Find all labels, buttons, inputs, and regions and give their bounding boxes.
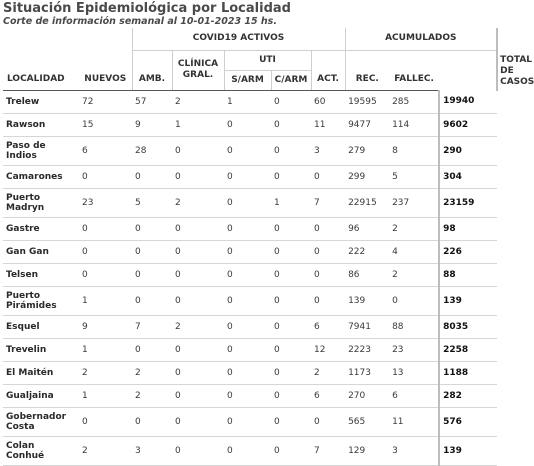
total-cell: 226 [439, 240, 497, 263]
fallec-cell: 4 [392, 246, 398, 257]
rec-cell: 279 [348, 145, 366, 156]
localidad-cell: Trevelin [6, 344, 47, 355]
amb-cell: 9 [135, 119, 141, 130]
sarm-cell: 0 [227, 197, 233, 208]
total-cell: 8035 [439, 315, 497, 338]
sarm-cell: 0 [227, 246, 233, 257]
nuevos-cell: 6 [82, 145, 88, 156]
header-uti: UTI [224, 50, 311, 70]
carm-cell: 0 [274, 223, 280, 234]
act-cell: 12 [314, 344, 326, 355]
fallec-cell: 0 [392, 295, 398, 306]
rec-cell: 299 [348, 171, 366, 182]
act-cell: 0 [314, 246, 320, 257]
fallec-cell: 237 [392, 197, 410, 208]
amb-cell: 2 [135, 367, 141, 378]
act-cell: 6 [314, 390, 320, 401]
fallec-cell: 11 [392, 416, 404, 427]
fallec-cell: 2 [392, 223, 398, 234]
localidad-cell: Gualjaina [6, 390, 54, 401]
sarm-cell: 0 [227, 445, 233, 456]
carm-cell: 0 [274, 119, 280, 130]
localidad-cell: Gobernador Costa [6, 411, 67, 432]
nuevos-cell: 1 [82, 295, 88, 306]
localidad-cell: Colan Conhué [6, 440, 45, 461]
sarm-cell: 0 [227, 145, 233, 156]
header-act: ACT. [311, 70, 345, 90]
act-cell: 3 [314, 145, 320, 156]
sarm-cell: 1 [227, 96, 233, 107]
table-row [3, 263, 497, 286]
nuevos-cell: 23 [82, 197, 94, 208]
table-row [3, 407, 497, 436]
header-fallec: FALLEC. [389, 70, 439, 90]
total-cell: 98 [439, 217, 497, 240]
header-clinica-gral: CLÍNICA GRAL. [172, 50, 224, 90]
amb-cell: 2 [135, 390, 141, 401]
clinica-cell: 0 [175, 344, 181, 355]
rec-cell: 1173 [348, 367, 371, 378]
clinica-cell: 0 [175, 367, 181, 378]
rec-cell: 270 [348, 390, 366, 401]
localidad-cell: Paso de Indios [6, 140, 46, 161]
fallec-cell: 285 [392, 96, 410, 107]
sarm-cell: 0 [227, 416, 233, 427]
amb-cell: 0 [135, 344, 141, 355]
act-cell: 11 [314, 119, 326, 130]
fallec-cell: 13 [392, 367, 404, 378]
clinica-cell: 0 [175, 445, 181, 456]
rec-cell: 2223 [348, 344, 371, 355]
carm-cell: 0 [274, 416, 280, 427]
clinica-cell: 0 [175, 145, 181, 156]
rec-cell: 86 [348, 269, 360, 280]
header-nuevos: NUEVOS [79, 70, 132, 90]
total-cell: 88 [439, 263, 497, 286]
header-amb: AMB. [132, 70, 172, 90]
table-row [3, 217, 497, 240]
clinica-cell: 1 [175, 119, 181, 130]
localidad-cell: Trelew [6, 96, 40, 107]
act-cell: 0 [314, 416, 320, 427]
rec-cell: 7941 [348, 321, 371, 332]
rec-cell: 565 [348, 416, 366, 427]
total-cell: 2258 [439, 338, 497, 361]
carm-cell: 0 [274, 445, 280, 456]
table-row [3, 361, 497, 384]
sarm-cell: 0 [227, 171, 233, 182]
localidad-cell: Telsen [6, 269, 39, 280]
total-cell: 290 [439, 136, 497, 165]
sarm-cell: 0 [227, 344, 233, 355]
fallec-cell: 6 [392, 390, 398, 401]
fallec-cell: 8 [392, 145, 398, 156]
clinica-cell: 0 [175, 390, 181, 401]
header-localidad: LOCALIDAD [3, 70, 79, 90]
header-carm: C/ARM [271, 70, 311, 90]
localidad-cell: Gastre [6, 223, 40, 234]
nuevos-cell: 0 [82, 223, 88, 234]
sarm-cell: 0 [227, 269, 233, 280]
nuevos-cell: 2 [82, 445, 88, 456]
clinica-cell: 2 [175, 96, 181, 107]
sarm-cell: 0 [227, 321, 233, 332]
table-header: COVID19 ACTIVOS ACUMULADOS TOTAL DE CASOS CLÍNICA GRAL. UTI LOCALIDAD NUEVOS AMB. S/ARM C/ARM ACT. REC. FALLEC. [3, 28, 497, 90]
rec-cell: 129 [348, 445, 366, 456]
table-row [3, 436, 497, 465]
carm-cell: 0 [274, 96, 280, 107]
act-cell: 2 [314, 367, 320, 378]
table-row [3, 188, 497, 217]
act-cell: 0 [314, 295, 320, 306]
amb-cell: 57 [135, 96, 147, 107]
rec-cell: 139 [348, 295, 366, 306]
amb-cell: 7 [135, 321, 141, 332]
carm-cell: 0 [274, 367, 280, 378]
amb-cell: 0 [135, 269, 141, 280]
amb-cell: 5 [135, 197, 141, 208]
act-cell: 0 [314, 223, 320, 234]
carm-cell: 0 [274, 246, 280, 257]
rec-cell: 96 [348, 223, 360, 234]
page-subtitle: Corte de información semanal al 10-01-2023 15 hs. [3, 16, 277, 27]
clinica-cell: 0 [175, 269, 181, 280]
amb-cell: 0 [135, 295, 141, 306]
localidad-cell: Puerto Pirámides [6, 290, 57, 311]
localidad-cell: Camarones [6, 171, 63, 182]
amb-cell: 0 [135, 171, 141, 182]
total-cell: 19940 [439, 90, 497, 113]
table-body [3, 90, 497, 465]
fallec-cell: 5 [392, 171, 398, 182]
header-covid-activos: COVID19 ACTIVOS [132, 28, 345, 50]
amb-cell: 3 [135, 445, 141, 456]
carm-cell: 1 [274, 197, 280, 208]
act-cell: 7 [314, 197, 320, 208]
sarm-cell: 0 [227, 295, 233, 306]
nuevos-cell: 1 [82, 390, 88, 401]
clinica-cell: 2 [175, 321, 181, 332]
total-cell: 1188 [439, 361, 497, 384]
total-cell: 282 [439, 384, 497, 407]
amb-cell: 0 [135, 246, 141, 257]
localidad-cell: Puerto Madryn [6, 192, 45, 213]
amb-cell: 0 [135, 223, 141, 234]
nuevos-cell: 2 [82, 367, 88, 378]
table-row [3, 384, 497, 407]
carm-cell: 0 [274, 390, 280, 401]
localidad-cell: Rawson [6, 119, 46, 130]
carm-cell: 0 [274, 269, 280, 280]
clinica-cell: 2 [175, 197, 181, 208]
nuevos-cell: 0 [82, 269, 88, 280]
fallec-cell: 88 [392, 321, 404, 332]
report [0, 1, 534, 466]
carm-cell: 0 [274, 171, 280, 182]
total-cell: 304 [439, 165, 497, 188]
localidad-cell: El Maitén [6, 367, 54, 378]
total-cell: 139 [439, 436, 497, 465]
act-cell: 7 [314, 445, 320, 456]
sarm-cell: 0 [227, 223, 233, 234]
rec-cell: 19595 [348, 96, 377, 107]
nuevos-cell: 72 [82, 96, 94, 107]
localidad-cell: Esquel [6, 321, 40, 332]
fallec-cell: 3 [392, 445, 398, 456]
clinica-cell: 0 [175, 171, 181, 182]
fallec-cell: 23 [392, 344, 404, 355]
table-row [3, 315, 497, 338]
rec-cell: 9477 [348, 119, 371, 130]
page-title: Situación Epidemiológica por Localidad [3, 1, 291, 16]
clinica-cell: 0 [175, 295, 181, 306]
carm-cell: 0 [274, 295, 280, 306]
table-row [3, 136, 497, 165]
act-cell: 6 [314, 321, 320, 332]
carm-cell: 0 [274, 145, 280, 156]
rec-cell: 22915 [348, 197, 377, 208]
nuevos-cell: 15 [82, 119, 94, 130]
clinica-cell: 0 [175, 416, 181, 427]
fallec-cell: 114 [392, 119, 410, 130]
carm-cell: 0 [274, 321, 280, 332]
amb-cell: 28 [135, 145, 147, 156]
amb-cell: 0 [135, 416, 141, 427]
total-cell: 23159 [439, 188, 497, 217]
clinica-cell: 0 [175, 223, 181, 234]
nuevos-cell: 0 [82, 246, 88, 257]
table-row [3, 165, 497, 188]
header-sarm: S/ARM [224, 70, 271, 90]
nuevos-cell: 0 [82, 171, 88, 182]
carm-cell: 0 [274, 344, 280, 355]
sarm-cell: 0 [227, 119, 233, 130]
act-cell: 0 [314, 269, 320, 280]
sarm-cell: 0 [227, 390, 233, 401]
fallec-cell: 2 [392, 269, 398, 280]
rec-cell: 222 [348, 246, 366, 257]
total-cell: 139 [439, 286, 497, 315]
localidad-cell: Gan Gan [6, 246, 49, 257]
total-cell: 576 [439, 407, 497, 436]
act-cell: 60 [314, 96, 326, 107]
nuevos-cell: 0 [82, 416, 88, 427]
table-row [3, 240, 497, 263]
table-row [3, 90, 497, 113]
nuevos-cell: 9 [82, 321, 88, 332]
localidad-table [3, 28, 534, 466]
sarm-cell: 0 [227, 367, 233, 378]
table-row [3, 338, 497, 361]
header-acumulados: ACUMULADOS [345, 28, 497, 50]
clinica-cell: 0 [175, 246, 181, 257]
table-row [3, 286, 497, 315]
total-cell: 9602 [439, 113, 497, 136]
table-row [3, 113, 497, 136]
act-cell: 0 [314, 171, 320, 182]
nuevos-cell: 1 [82, 344, 88, 355]
header-rec: REC. [345, 70, 389, 90]
